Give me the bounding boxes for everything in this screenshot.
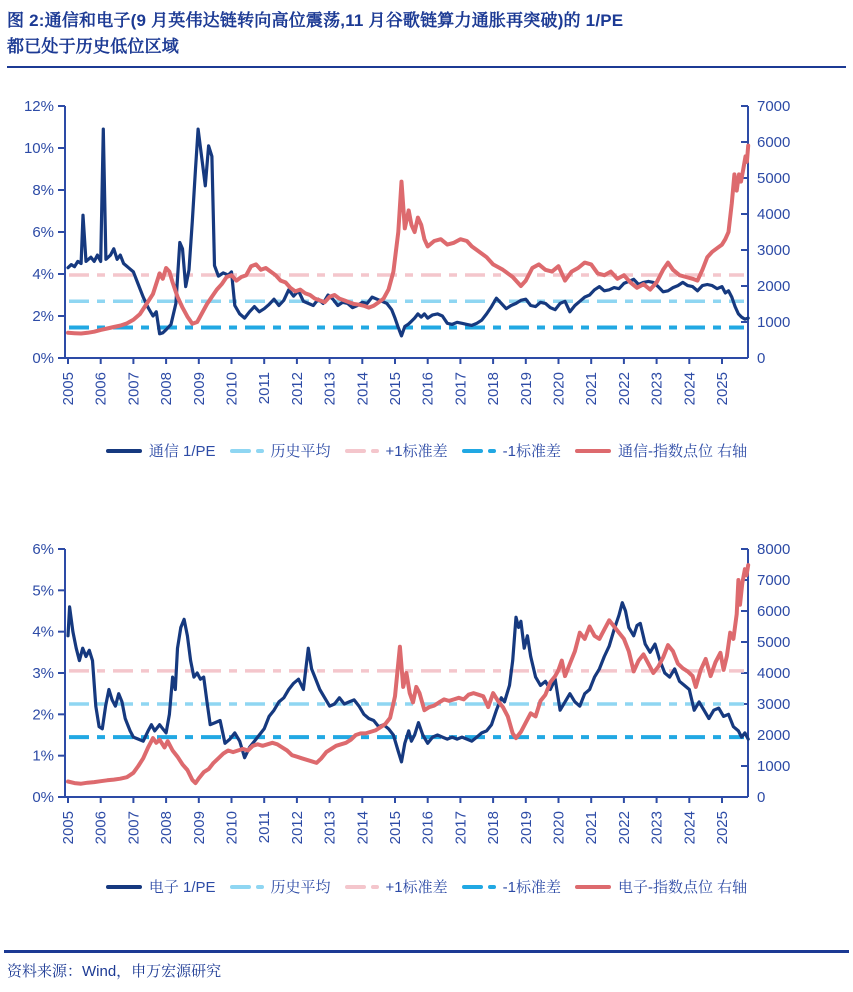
year-tick-label: 2011 (256, 811, 274, 844)
figure-title (7, 8, 847, 60)
year-tick-label: 2018 (485, 811, 503, 845)
right-axis-tick-label: 0 (757, 350, 766, 367)
year-tick-label: 2023 (648, 372, 666, 406)
year-tick-label: 2025 (714, 811, 731, 845)
year-tick-label: 2013 (321, 372, 339, 406)
right-axis-tick-label: 6000 (757, 603, 791, 620)
right-axis-tick-label: 7000 (757, 98, 791, 115)
year-tick-label: 2011 (256, 372, 274, 405)
legend-item (230, 440, 331, 461)
year-tick-label: 2024 (681, 811, 699, 845)
left-axis-tick-label: 2% (32, 308, 54, 325)
right-axis-tick-label: 8000 (757, 541, 791, 558)
legend-label: 历史平均 (270, 879, 331, 896)
index-line (68, 565, 748, 784)
legend-item (575, 440, 747, 461)
legend-item (462, 876, 561, 897)
year-tick-label: 2016 (419, 811, 437, 845)
year-tick-label: 2021 (583, 811, 601, 845)
year-tick-label: 2006 (92, 372, 110, 406)
right-axis-tick-label: 4000 (757, 665, 791, 682)
legend-label: 电子-指数点位 右轴 (617, 879, 748, 896)
legend-label: 历史平均 (270, 443, 331, 460)
left-axis-tick-label: 4% (32, 623, 54, 641)
solid-line-swatch (106, 885, 142, 889)
left-axis-tick-label: 10% (23, 140, 54, 157)
right-axis-tick-label: 6000 (757, 134, 791, 151)
year-tick-label: 2022 (615, 372, 633, 406)
year-tick-label: 2007 (125, 372, 143, 406)
year-tick-label: 2015 (387, 811, 404, 845)
source-note: 资料来源：Wind，申万宏源研究 (7, 963, 222, 980)
right-axis-tick-label: 1000 (757, 758, 791, 775)
legend-item (106, 440, 216, 461)
figure-title-line1: 图 2:通信和电子(9 月英伟达链转向高位震荡,11 月谷歌链算力通胀再突破)的 1/PE (7, 11, 624, 30)
year-tick-label: 2023 (648, 811, 666, 845)
right-axis-tick-label: 0 (757, 789, 766, 806)
legend-label: 通信-指数点位 右轴 (617, 443, 748, 460)
right-axis-tick-label: 1000 (757, 314, 791, 331)
legend-item (106, 876, 216, 897)
left-axis-tick-label: 4% (32, 266, 54, 283)
legend-label: -1标准差 (502, 879, 561, 896)
legend-communication (0, 440, 853, 461)
year-tick-label: 2019 (517, 811, 535, 845)
legend-label: 通信 1/PE (148, 443, 216, 460)
legend-item (345, 876, 448, 897)
figure-title-line2: 都已处于历史低位区域 (7, 37, 179, 56)
electronics-pe-chart (0, 520, 853, 870)
year-tick-label: 2020 (550, 811, 568, 845)
year-tick-label: 2021 (583, 372, 601, 406)
source-divider (4, 950, 849, 953)
right-axis-tick-label: 3000 (757, 242, 791, 259)
year-tick-label: 2014 (354, 811, 372, 845)
year-tick-label: 2010 (223, 811, 241, 845)
legend-label: -1标准差 (502, 443, 561, 460)
right-axis-tick-label: 7000 (757, 572, 791, 589)
title-underline (7, 66, 846, 68)
legend-label: 电子 1/PE (148, 879, 216, 896)
dashed-line-swatch (345, 449, 379, 453)
left-axis-tick-label: 8% (32, 182, 54, 199)
right-axis-tick-label: 2000 (757, 278, 791, 295)
right-axis-tick-label: 2000 (757, 727, 791, 744)
solid-line-swatch (575, 885, 611, 889)
year-tick-label: 2022 (615, 811, 633, 845)
right-axis-tick-label: 4000 (757, 206, 791, 223)
legend-label: +1标准差 (385, 443, 448, 460)
year-tick-label: 2009 (190, 372, 208, 406)
year-tick-label: 2006 (92, 811, 110, 845)
year-tick-label: 2008 (158, 811, 176, 845)
left-axis-tick-label: 3% (32, 665, 54, 682)
dashed-line-swatch (230, 885, 264, 889)
year-tick-label: 2012 (288, 372, 306, 406)
dashed-line-swatch (230, 449, 264, 453)
year-tick-label: 2008 (158, 372, 176, 406)
year-tick-label: 2018 (485, 371, 503, 406)
left-axis-tick-label: 6% (32, 224, 54, 241)
solid-line-swatch (575, 449, 611, 453)
dashed-line-swatch (462, 885, 496, 889)
year-tick-label: 2015 (387, 372, 404, 406)
year-tick-label: 2009 (190, 811, 208, 845)
left-axis-tick-label: 12% (23, 98, 54, 115)
year-tick-label: 2016 (419, 372, 437, 406)
year-tick-label: 2014 (354, 372, 372, 406)
year-tick-label: 2024 (681, 372, 699, 406)
legend-item (575, 876, 747, 897)
year-tick-label: 2010 (223, 372, 241, 406)
year-tick-label: 2017 (452, 372, 470, 406)
left-axis-tick-label: 0% (32, 789, 54, 806)
year-tick-label: 2007 (125, 811, 143, 845)
index-line (68, 146, 748, 334)
left-axis-tick-label: 0% (32, 350, 54, 367)
dashed-line-swatch (345, 885, 379, 889)
solid-line-swatch (106, 449, 142, 453)
legend-item (230, 876, 331, 897)
year-tick-label: 2025 (714, 372, 731, 406)
right-axis-tick-label: 3000 (757, 696, 791, 713)
left-axis-tick-label: 5% (32, 582, 54, 600)
right-axis-tick-label: 5000 (757, 634, 791, 651)
left-axis-tick-label: 1% (32, 747, 54, 765)
left-axis-tick-label: 6% (32, 541, 54, 558)
legend-label: +1标准差 (385, 879, 448, 896)
year-tick-label: 2017 (452, 811, 470, 845)
legend-electronics (0, 876, 853, 897)
dashed-line-swatch (462, 449, 496, 453)
year-tick-label: 2013 (321, 811, 339, 845)
year-tick-label: 2005 (60, 372, 77, 406)
year-tick-label: 2005 (60, 811, 77, 845)
left-axis-tick-label: 2% (32, 706, 54, 724)
year-tick-label: 2012 (288, 811, 306, 845)
right-axis-tick-label: 5000 (757, 170, 791, 187)
legend-item (345, 440, 448, 461)
year-tick-label: 2020 (550, 372, 568, 406)
legend-item (462, 440, 561, 461)
communication-pe-chart (0, 78, 853, 430)
year-tick-label: 2019 (517, 372, 535, 406)
pe-line (68, 129, 748, 336)
